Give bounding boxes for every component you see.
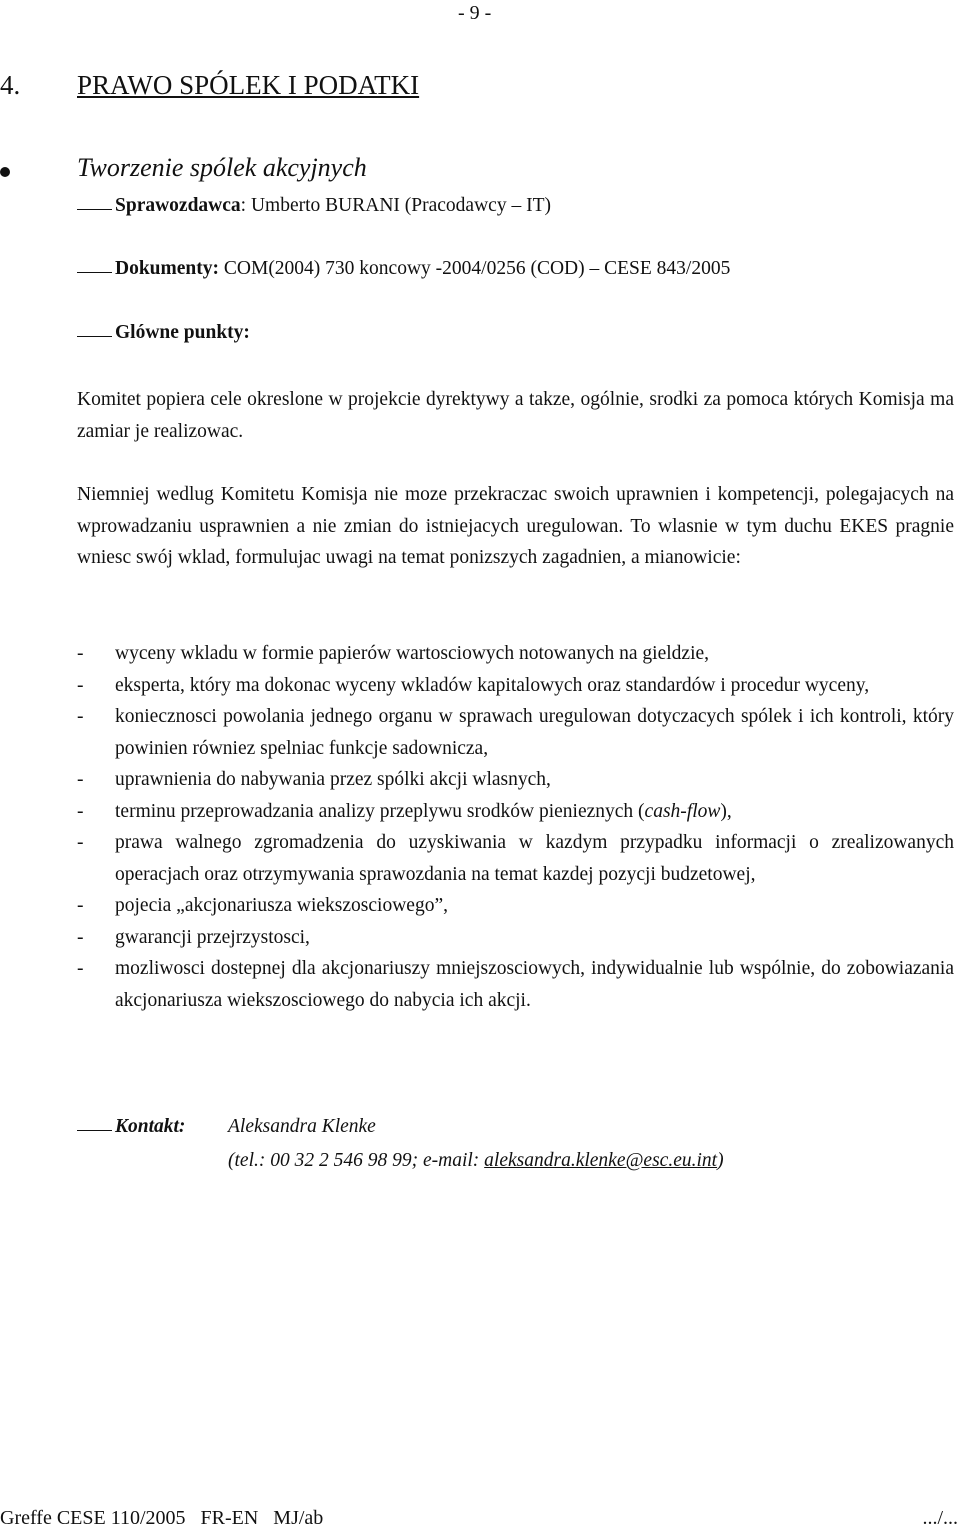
- contact-details: [228, 1150, 724, 1172]
- list-item: [77, 638, 954, 670]
- rapporteur-label: Sprawozdawca: [115, 195, 241, 216]
- dash-icon: [77, 1130, 112, 1131]
- list-hyphen: -: [77, 706, 84, 727]
- paragraph-support: Komitet popiera cele okreslone w projekcie dyrektywy a takze, ogólnie, srodki za pomoca których Komisja ma zamiar je realizowac.: [77, 389, 954, 442]
- footer-reference: Greffe CESE 110/2005 FR-EN MJ/ab: [0, 1507, 324, 1529]
- list-item-text: koniecznosci powolania jednego organu w sprawach uregulowan dotyczacych spólek i ich kontroli, który powinien równiez spelniac funkcje sadownicza,: [115, 706, 954, 759]
- list-item: [77, 796, 954, 828]
- page-number: - 9 -: [458, 2, 492, 24]
- section-number: 4.: [0, 70, 21, 100]
- contact-email-link[interactable]: aleksandra.klenke@esc.eu.int: [484, 1150, 718, 1171]
- list-item-text: prawa walnego zgromadzenia do uzyskiwania w kazdym przypadku informacji o zrealizowanych operacjach oraz otrzymywania sprawozdania na temat kazdej pozycji budzetowej,: [115, 832, 954, 885]
- list-item: [77, 701, 954, 764]
- documents-value: COM(2004) 730 koncowy -2004/0256 (COD) – CESE 843/2005: [219, 258, 731, 279]
- footer-continuation: .../...: [922, 1507, 958, 1529]
- dash-icon: [77, 272, 112, 273]
- rapporteur-line: [115, 195, 551, 217]
- list-hyphen: -: [77, 800, 84, 822]
- list-hyphen: -: [77, 958, 84, 979]
- list-hyphen: -: [77, 674, 84, 696]
- list-item: [77, 953, 954, 1016]
- contact-label: Kontakt:: [115, 1116, 186, 1137]
- documents-label: Dokumenty:: [115, 258, 220, 279]
- list-item-text: terminu przeprowadzania analizy przeplywu srodków pienieznych (: [115, 800, 645, 822]
- main-points-label: Glówne punkty:: [115, 322, 250, 343]
- list-hyphen: -: [77, 769, 84, 790]
- issues-list: [77, 638, 954, 1016]
- list-item-text: uprawnienia do nabywania przez spólki akcji wlasnych,: [115, 769, 551, 790]
- list-hyphen: -: [77, 832, 84, 853]
- list-item-text: wyceny wkladu w formie papierów wartosciowych notowanych na gieldzie,: [115, 643, 710, 664]
- list-item-text: gwarancji przejrzystosci,: [115, 926, 310, 948]
- list-hyphen: -: [77, 643, 84, 664]
- list-item: [77, 764, 954, 796]
- contact-phone: (tel.: 00 32 2 546 98 99; e-mail:: [228, 1150, 485, 1171]
- cash-flow-term: cash-flow: [644, 800, 721, 822]
- list-item-suffix: ),: [720, 800, 732, 822]
- list-item-text: mozliwosci dostepnej dla akcjonariuszy mniejszosciowych, indywidualnie lub wspólnie, do zobowiazania akcjonariusza wiekszosciowego do nabycia ich akcji.: [115, 958, 954, 1011]
- item-title: Tworzenie spólek akcyjnych: [77, 153, 367, 182]
- list-item: [77, 922, 954, 954]
- bullet-icon: [0, 167, 10, 177]
- list-hyphen: -: [77, 895, 84, 916]
- list-item-text: pojecia „akcjonariusza wiekszosciowego”,: [115, 895, 448, 916]
- list-item: [77, 827, 954, 890]
- contact-name: Aleksandra Klenke: [228, 1116, 376, 1137]
- paragraph-limits: Niemniej wedlug Komitetu Komisja nie moze przekraczac swoich uprawnien i kompetencji, polegajacych na wprowadzaniu usprawnien a nie zmian do istniejacych uregulowan. To wlasnie w tym duchu EKES pragnie wniesc swój wklad, formulujac uwagi na temat ponizszych zagadnien, a mianowicie:: [77, 484, 954, 568]
- rapporteur-value: : Umberto BURANI (Pracodawcy – IT): [240, 195, 551, 216]
- dash-icon: [77, 336, 112, 337]
- dash-icon: [77, 209, 112, 210]
- section-title: PRAWO SPÓLEK I PODATKI: [77, 70, 420, 100]
- contact-close-paren: ): [717, 1150, 724, 1171]
- list-hyphen: -: [77, 926, 84, 948]
- list-item: [77, 890, 954, 922]
- list-item-text: eksperta, który ma dokonac wyceny wkladów kapitalowych oraz standardów i procedur wyceny,: [115, 674, 870, 696]
- list-item: [77, 670, 954, 702]
- documents-line: [115, 258, 730, 280]
